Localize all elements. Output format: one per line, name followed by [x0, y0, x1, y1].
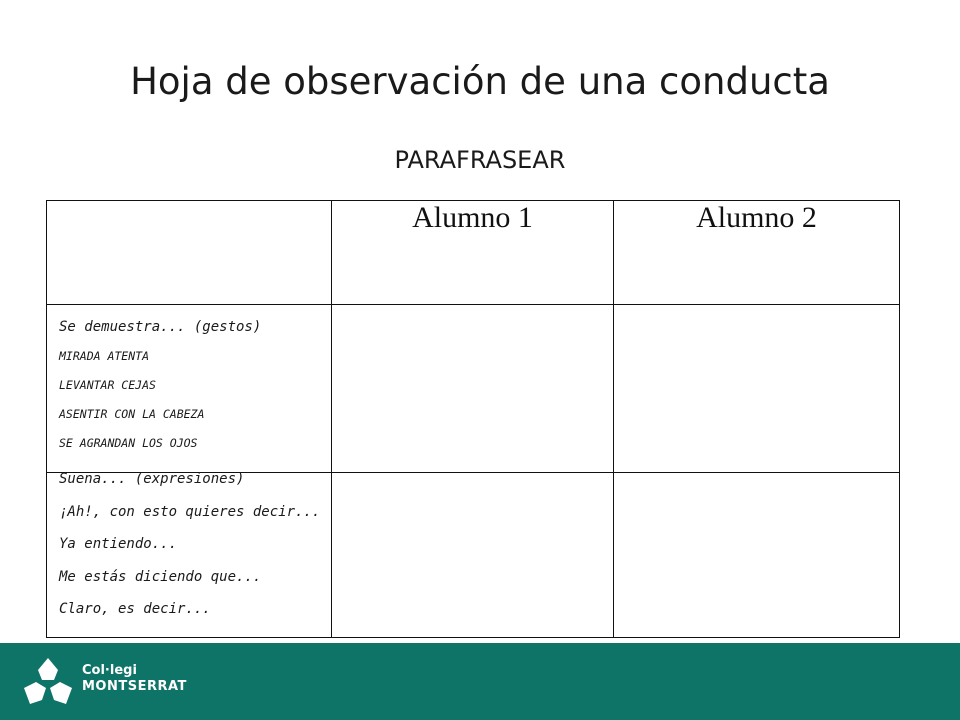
behavior-item: SE AGRANDAN LOS OJOS: [59, 436, 198, 450]
alumno-2-cell[interactable]: [614, 473, 900, 638]
table-row: [47, 305, 900, 473]
header-alumno-1: Alumno 1: [332, 201, 614, 305]
alumno-2-cell[interactable]: [614, 305, 900, 473]
behavior-item: Ya entiendo...: [59, 536, 178, 552]
behavior-item: Claro, es decir...: [59, 601, 211, 617]
behavior-cell: [47, 473, 332, 638]
footer-bar: [0, 643, 960, 720]
behavior-item: ASENTIR CON LA CABEZA: [59, 407, 205, 421]
behavior-item: LEVANTAR CEJAS: [59, 378, 156, 392]
page-subtitle: PARAFRASEAR: [394, 146, 566, 174]
behavior-cell: [47, 305, 332, 473]
montserrat-logo-icon: [20, 656, 76, 708]
logo-line-1: Col·legi: [82, 663, 137, 678]
behavior-heading: Se demuestra... (gestos): [59, 319, 262, 335]
page-title: Hoja de observación de una conducta: [130, 60, 830, 103]
behavior-heading: Suena... (expresiones): [59, 471, 245, 487]
header-cell-empty: [47, 201, 332, 305]
alumno-1-cell[interactable]: [332, 305, 614, 473]
footer-logo-text: [82, 663, 187, 695]
behavior-item: ¡Ah!, con esto quieres decir...: [59, 503, 321, 520]
behavior-item: MIRADA ATENTA: [59, 349, 150, 363]
logo-line-2: MONTSERRAT: [82, 679, 187, 694]
table-header-row: [47, 201, 900, 305]
observation-table: [46, 200, 900, 638]
behavior-item: Me estás diciendo que...: [59, 568, 262, 585]
alumno-1-cell[interactable]: [332, 473, 614, 638]
header-alumno-2: Alumno 2: [614, 201, 900, 305]
table-row: [47, 473, 900, 638]
